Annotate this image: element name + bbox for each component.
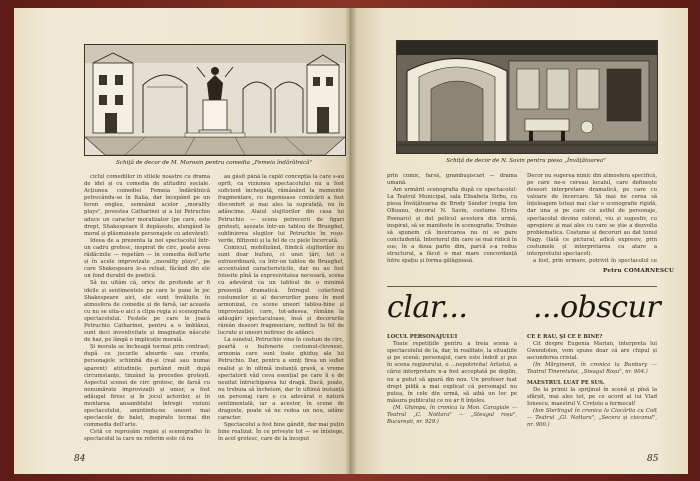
section-header-clar: clar...: [387, 290, 468, 325]
book-gutter: [345, 8, 357, 474]
stage-design-illustration: [85, 45, 345, 155]
paragraph: a fost, prin urmare, potrivit în spectacolul ce: [533, 258, 657, 263]
paragraph: Spectacolul a fost bine gândit, dar mai puțin bine realizat. În ce privește tot — se înțelege, în acel grotesc, care de la început: [218, 422, 344, 443]
paragraph: au găsit până la capăt concepția la care s-au oprit, ca viziunea spectacolului nu a fost suficient închegată, rămânând la momente fragmentare, cu ingenioase comicării a fost disconfort și mai ales la suprafață, nu în adâncime. Alaiul slujitorilor din casa lui Petruchio — scena petrecerii de figuri grotești, așezate într-un tablou de Brueghel, sublinierea slugilor lui Petruchio în roșu-verde, filfizonii și la fel de cu piele încercată.: [218, 174, 344, 244]
paragraph: Cit despre Eugenia Marian, interpreta lui Gwendolen, vom spune doar că are chipul și ascunderea cristal.: [527, 341, 657, 362]
paragraph: Toate repetițiile pentru a treia scena a spectacolului de la, dar, în realitate, la situațiile și pe scenă; personajul, care este îndoit și pus în scena regizorului, o ...nepotrivita! Artistul, a cărui interpretare n-a fost acceptată pe deplin, nu a putut să apară din nou. Un profesor luat drept pildă a mai explicat că personajul nu putea, în cele din urmă, să aibă un loc pe măsura publicului ce nu ar fi înțeles.: [387, 341, 517, 404]
author-signature: Petru COMARNESCU: [603, 268, 675, 274]
section-divider: [387, 286, 657, 287]
paragraph: De la primii la sprijinul în scenă și pînă la sfârșit, mai ales tot, pe ce acord al lui Vlad Ionescu, maestrul V. Crețoiu a fermecat!: [527, 386, 657, 407]
section-title-ce-e-rau: CE E RĂU, ŞI CE E BINE?: [527, 334, 603, 340]
figure-caption-right: Schiță de decor de N. Savin pentru piesa „Învăţătoarea": [446, 158, 606, 164]
stage-sketch-figure-right: [396, 40, 658, 154]
article-column-right-3: [387, 334, 517, 454]
source-citation: (M. Ghimpu, în cronica la Mon. Caragiale — Teatrul „C. Nottara" — „Steagul roșu", București, nr. 929.): [387, 404, 517, 426]
section-title-maestrul: MAESTRUL LUAT PE SUS.: [527, 379, 605, 386]
paragraph: Să nu uităm că, orice de profunde ar fi ideile și sentimentele pe care le pune în joc Shakespeare aici, ele sunt învăluite în atmosfera de comedie și de farsă, iar aceasta cu nu se uita-o aici a clipa regia și scenografia spectacolului. Festele pe care le joacă Petruchio Catharinei, pentru a o îmblânzi, sunt deci inventivitate și imaginație născute de haz, pe lângă o implicație morală.: [84, 280, 210, 344]
article-column-right-1: [387, 173, 517, 281]
paragraph: prin comic, farsă, grambuşiscari — drama umană.: [387, 173, 517, 187]
figure-caption-left: Schiţă de decor de M. Marosin pentru comedia „Femeia îndărătnică": [115, 160, 313, 166]
paragraph: Am urmărit scenografia după ce spectacolul: La Teatrul Municipal, sala Elisabeta Sirbu, cu piesa Învățătoarea de Brody Sándor (regia Ion Olteanu, decorul N. Savin, costume Elvira Poenaru) și dat pelicul acestora din urmă, inspirat, să se manifeste în scenografie. Trebuie să spunem că încercarea nu ni se pare concludentă. Interiorul din care se mai ridică în sus, în a doua parte dim, parcă s-a redus structural, a făcut o mai mare concordanță între spațiu și forma gălăgioasă.: [387, 187, 517, 265]
interior-decor-illustration: [397, 41, 657, 153]
paragraph: Ideea de a prezenta la noi spectacolul într-un cadru grotesc, inspirat de circ, poate avea rădăcinile — repetăm — în comedia dell'arte și în acele improvizate „morality plays", pe care Shakespeare le-a reluat, făcând din ele un fond durabil de poetică.: [84, 237, 210, 280]
paragraph: La sunetul, Petruchio vine în costum de circ, poartă o bufonerie costumul-clovnesc, armonia care sunt toate ghiduș ale lui Petruchio. Dar, pentru a simți firea un suflet realist și în ultimă instanță gravă, a vreme spectatorii văd ceva esențial pe care îi e de neuitat întruchiparea lui dragă. Dacă, poate, nu trebuia să încheiem, dar în ultimă instanță un personaj care e cu adevărat o natură sentimentală, iar a acestor, în scene de dragoste, poate să ne redea un nou, adânc caracter.: [218, 337, 344, 422]
source-citation: (In Mărginenii, în cronica la Bunbury — Teatrul Tineretului, „Steagul Roșu", nr. 904.): [527, 362, 657, 376]
article-column-right-4: [527, 334, 657, 454]
section-title-locul-personajului: LOCUL PERSONAJULUI: [387, 334, 458, 340]
page-number-left: 84: [74, 454, 86, 464]
paragraph: Comicul, mobilizând, fiindcă slujitorilor nu sunt doar bufoni, ci unei țări, tot o extraordinară, ca într-un tablou de Brueghel, accentuând caracteristicile, dar nu au fost folosite pînă la expresivitatea necesară, scena cu adevărat ca un tabloul de o minimă prezență dramatică. Întregul colectivul costumelor și al decorurilor pune în mod armonizat, cu scene uneori tablou-bine și improvizației, care, tot-adesea, rămâne la adăugări spectaculoase, însă și decorurile rămân deseori fragmentare, nefiind la fel de lucrate și uneori nefiresc de adânci.: [218, 244, 344, 337]
right-page: [351, 8, 688, 474]
left-page: [14, 8, 351, 474]
article-column-right-2: [527, 173, 657, 263]
section-header-obscur: ...obscur: [533, 290, 661, 325]
paragraph: Decor nu sugerea nimic din atmosfera specifică, pe care ne-o cereau localul, care definește deseori interpretare dramatică, pe care cu valoare de încercare. Să mai ne cerea să înțeleagem totuși mai clar o scenografie rigidă, dar una și pe care cu astfel de personaje, spectacolul devine colorat, viu și sugestiv, cu apropiere și mai ales cu care se știe a dezvolta problematica. Costume și decoruri au dat tonul Nagy. (Iată ce pictural, adică expresiv, prin costumele și interpretarea ca atare a interpretului spectacol).: [527, 173, 657, 258]
article-column-left-1: [84, 174, 210, 446]
paragraph: Și morala se încheagă tocmai prin contrast; după ce jocurile absurde sau crunte, personajele schimbă du-și (real sau numai aparent) atitudinile, purtând mult după circumstanțe, tinzând la procedee grotești. Aspectul scenei de circ grotesc, de farsă cu nenumărate improvizații și umor, a fost adăugat firesc și în jocul actorilor, și în montarea ansamblului întregii viziuni spectacolului, amintindu-ne uneori mai spectacole de balet, inspirate tocmai din commedia dell'arte.: [84, 344, 210, 429]
source-citation: (Ion Sterlingul în cronica la Ciocârlia cu Colț — Teatrul „Gl. Nottara", „Secera și ciocanul", nr. 900.): [527, 407, 657, 429]
page-number-right: 85: [647, 454, 659, 464]
stage-sketch-figure-left: [84, 44, 346, 156]
paragraph: ciclul comediilor în stilele noastre cu drama de idei și cu comedia de atitudini sociale. Acțiunea comediei Femeia îndărătnică petrecându-se în Italia, dar începând pe un teren englez, semnând acelor „morality plays", povestea Catharinei și a lui Petruchio aduce un caracter moralizator (pe care, este drept, Shakespeare îl depășește, alungând la moral și plăsmuiește personajele cu adevărat).: [84, 174, 210, 237]
paragraph: Cetă ce reproșăm regiei și scenografiei în spectacolul la care ne referim este că nu: [84, 429, 210, 443]
article-column-left-2: [218, 174, 344, 446]
